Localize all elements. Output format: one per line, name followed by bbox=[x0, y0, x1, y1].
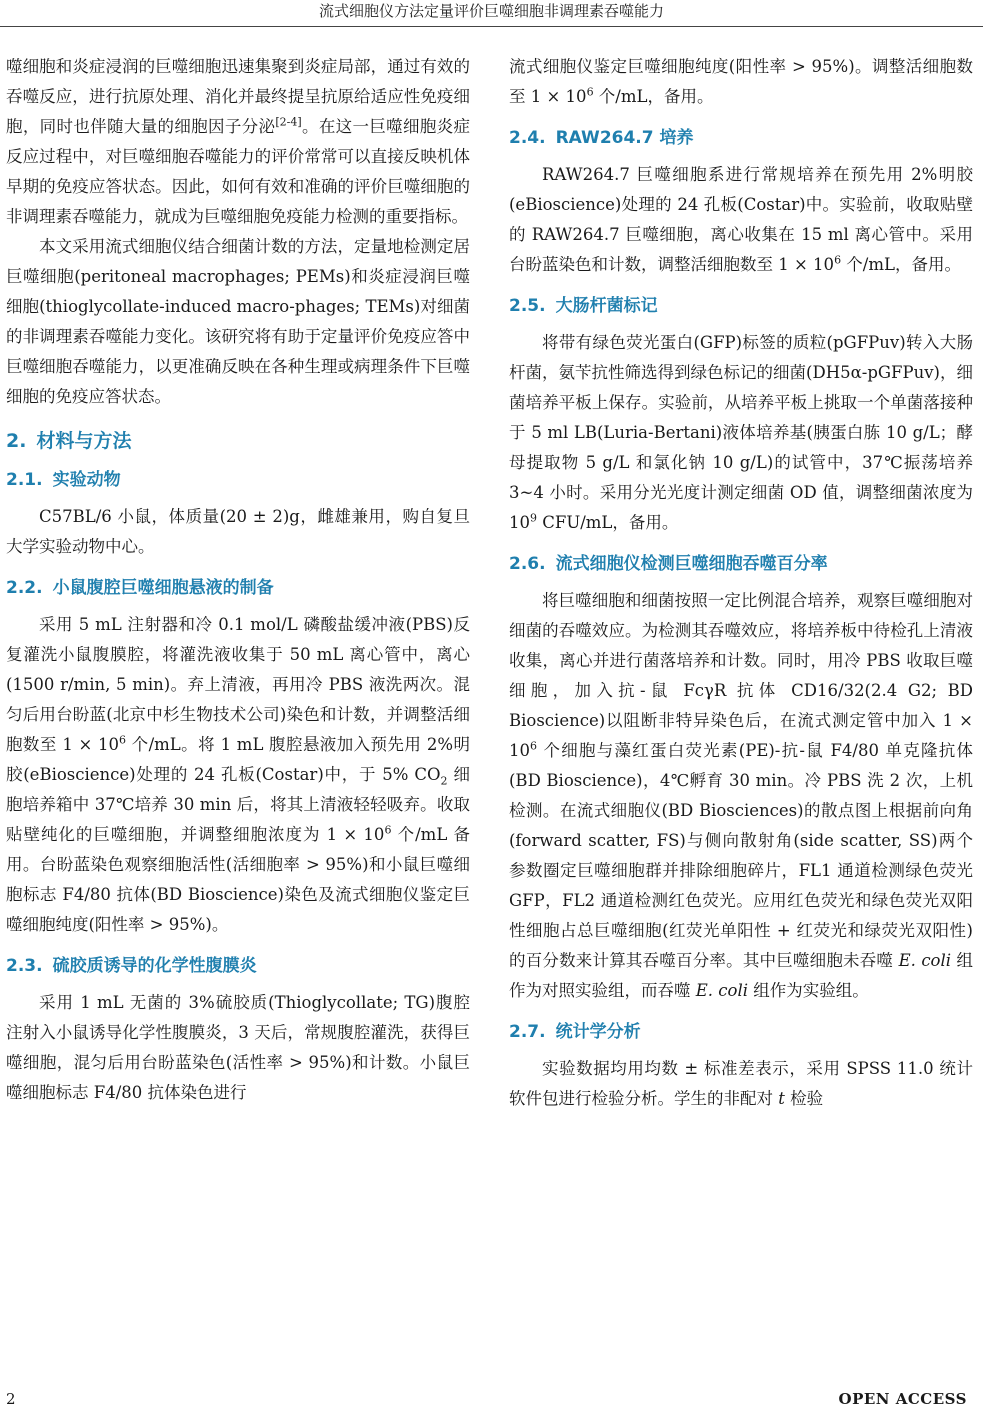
paragraph: 采用 5 mL 注射器和冷 0.1 mol/L 磷酸盐缓冲液(PBS)反复灌洗小鼠腹膜腔，将灌洗液收集于 50 mL 离心管中，离心(1500 r/min, 5 min)。弃上清液，再用冷 PBS 液洗两次。混匀后用台盼蓝(北京中杉生物技术公司)染色和计数，并调整活细胞数至 $1 \times 10^6$ 个/mL。将 1 mL 腹腔悬液加入预先用 2%明胶(eBioscience)处理的 24 孔板(Costar)中，于 5% $CO_2$ 细胞培养箱中 37℃培养 30 min 后，将其上清液轻轻吸弃。收取贴壁纯化的巨噬细胞，并调整细胞浓度为 $1 \times 10^6$ 个/mL 备用。台盼蓝染色观察细胞活性(活细胞率 > 95%)和小鼠巨噬细胞标志 F4/80 抗体(BD Bioscience)染色及流式细胞仪鉴定巨噬细胞纯度(阳性率 > 95%)。 bbox=[6, 615, 470, 934]
paragraph: C57BL/6 小鼠，体质量(20 ± 2)g，雌雄兼用，购自复旦大学实验动物中心。 bbox=[6, 507, 470, 556]
page-footer bbox=[0, 1390, 983, 1410]
page-number: 2 bbox=[6, 1390, 16, 1408]
paragraph: 将带有绿色荧光蛋白(GFP)标签的质粒(pGFPuv)转入大肠杆菌，氨苄抗性筛选得到绿色标记的细菌(DH5α-pGFPuv)，细菌培养平板上保存。实验前，从培养平板上挑取一个单菌落接种于 5 ml LB(Luria-Bertani)液体培养基(胰蛋白胨 10 g/L；酵母提取物 5 g/L 和氯化钠 10 g/L)的试管中，37℃振荡培养 3~4 小时。采用分光光度计测定细菌 OD 值，调整细菌浓度为 $10^9$ CFU/mL，备用。 bbox=[509, 333, 973, 532]
paragraph: 流式细胞仪鉴定巨噬细胞纯度(阳性率 > 95%)。调整活细胞数至 $1 \times 10^6$ 个/mL，备用。 bbox=[509, 57, 973, 106]
subsection-heading: 2.5. 大肠杆菌标记 bbox=[509, 296, 658, 316]
paragraph: 采用 1 mL 无菌的 3%硫胶质(Thioglycollate; TG)腹腔注射入小鼠诱导化学性腹膜炎，3 天后，常规腹腔灌洗，获得巨噬细胞，混匀后用台盼蓝染色(活性率 > 95%)和计数。小鼠巨噬细胞标志 F4/80 抗体染色进行 bbox=[6, 993, 470, 1102]
subsection-heading: 2.7. 统计学分析 bbox=[509, 1022, 641, 1042]
paragraph: 本文采用流式细胞仪结合细菌计数的方法，定量地检测定居巨噬细胞(peritoneal macrophages; PEMs)和炎症浸润巨噬细胞(thioglycollate-induced macro-phages; TEMs)对细菌的非调理素吞噬能力变化。该研究将有助于定量评价免疫应答中巨噬细胞吞噬能力，以更准确反映在各种生理或病理条件下巨噬细胞的免疫应答状态。 bbox=[6, 237, 470, 406]
subsection-heading: 2.6. 流式细胞仪检测巨噬细胞吞噬百分率 bbox=[509, 554, 828, 574]
subsection-heading: 2.3. 硫胶质诱导的化学性腹膜炎 bbox=[6, 956, 257, 976]
subsection-heading: 2.4. RAW264.7 培养 bbox=[509, 128, 694, 148]
left-column bbox=[6, 52, 470, 1108]
subsection-heading: 2.1. 实验动物 bbox=[6, 470, 121, 490]
citation-ref: [2-4] bbox=[275, 115, 302, 129]
subsection-heading: 2.2. 小鼠腹腔巨噬细胞悬液的制备 bbox=[6, 578, 274, 598]
running-title: 流式细胞仪方法定量评价巨噬细胞非调理素吞噬能力 bbox=[318, 2, 664, 20]
paragraph: 将巨噬细胞和细菌按照一定比例混合培养，观察巨噬细胞对细菌的吞噬效应。为检测其吞噬效应，将培养板中待检孔上清液收集，离心并进行菌落培养和计数。同时，用冷 PBS 收取巨噬细胞，加入抗-鼠 FcγR 抗体 CD16/32(2.4 G2; BD Bioscience)以阻断非特异染色后，在流式测定管中加入 $1 \times 10^6$ 个细胞与藻红蛋白荧光素(PE)-抗-鼠 F4/80 单克隆抗体(BD Bioscience)，4℃孵育 30 min。冷 PBS 洗 2 次，上机检测。在流式细胞仪(BD Biosciences)的散点图上根据前向角(forward scatter, FS)与侧向散射角(side scatter, SS)两个参数圈定巨噬细胞群并排除细胞碎片，FL1 通道检测绿色荧光 GFP，FL2 通道检测红色荧光。应用红色荧光和绿色荧光双阳性细胞占总巨噬细胞(红荧光单阳性 + 红荧光和绿荧光双阳性)的百分数来计算其吞噬百分率。其中巨噬细胞未吞噬 E. coli 组作为对照实验组，而吞噬 E. coli 组作为实验组。 bbox=[509, 591, 973, 1000]
paragraph: 实验数据均用均数 ± 标准差表示，采用 SPSS 11.0 统计软件包进行检验分析。学生的非配对 t 检验 bbox=[509, 1059, 973, 1108]
section-heading: 2. 材料与方法 bbox=[6, 430, 132, 452]
open-access-label: OPEN ACCESS bbox=[838, 1390, 967, 1408]
paragraph: 噬细胞和炎症浸润的巨噬细胞迅速集聚到炎症局部，通过有效的吞噬反应，进行抗原处理、消化并最终提呈抗原给适应性免疫细胞，同时也伴随大量的细胞因子分泌[2-4]。在这一巨噬细胞炎症反应过程中，对巨噬细胞吞噬能力的评价常常可以直接反映机体早期的免疫应答状态。因此，如何有效和准确的评价巨噬细胞的非调理素吞噬能力，就成为巨噬细胞免疫能力检测的重要指标。 bbox=[6, 57, 471, 226]
paragraph: RAW264.7 巨噬细胞系进行常规培养在预先用 2%明胶(eBioscience)处理的 24 孔板(Costar)中。实验前，收取贴壁的 RAW264.7 巨噬细胞，离心收集在 15 ml 离心管中。采用台盼蓝染色和计数，调整活细胞数至 $1 \times 10^6$ 个/mL，备用。 bbox=[509, 165, 973, 274]
right-column bbox=[509, 52, 973, 1114]
running-header bbox=[0, 0, 983, 27]
